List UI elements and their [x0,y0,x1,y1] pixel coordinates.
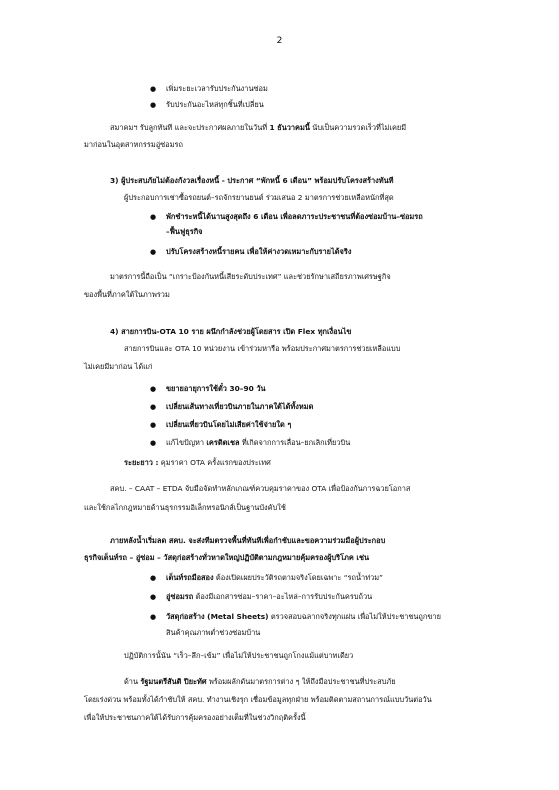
section5-heading-line2: ธุรกิจเต็นท์รถ – อู่ซ่อม – วัสดุก่อสร้างทั่วหาดใหญ่ปฏิบัติตามกฎหมายคุ้มครองผู้บริโภค เช่น [84,553,370,562]
intro-bullet-1: เพิ่มระยะเวลารับประกันงานซ่อม [166,84,268,93]
section3-lead: ผู้ประกอบการเช่าซื้อรถยนต์–รถจักรยานยนต์ ร่วมเสนอ 2 มาตรการช่วยเหลือหนักที่สุด [124,193,394,202]
bullet-icon [150,100,156,110]
section5-principle: ปฏิบัติการนั้นัน “เร็ว–ลึก–เข้ม” เพื่อไม่ให้ประชาชนถูกโกงแม้แต่บาทเดียว [124,651,354,660]
bullet-icon [150,573,156,583]
intro-bullet-2: รับประกันอะไหล่ทุกชิ้นที่เปลี่ยน [166,100,264,109]
section4-long-term: ระยะยาว : คุมราคา OTA ครั้งแรกของประเทศ [124,458,271,467]
section4-bullet3: เปลี่ยนเที่ยวบินโดยไม่เสียค่าใช้จ่ายใด ๆ [166,420,292,429]
bullet-icon [150,384,156,394]
bullet-icon [150,438,156,448]
section3-bullet1-line2: –ฟื้นฟูธุรกิจ [166,227,203,236]
section5-bullet2: อู่ซ่อมรถ ต้องมีเอกสารซ่อม–ราคา–อะไหล่–การรับประกันครบถ้วน [166,592,373,601]
section4-bullet2: เปลี่ยนเส้นทางเที่ยวบินภายในภาคใต้ได้ทั้งหมด [166,402,314,411]
section4-lead-line1: สายการบินและ OTA 10 หน่วยงาน เข้าร่วมหารือ พร้อมประกาศมาตรการช่วยเหลือแบบ [124,344,401,353]
closing-line3: เพื่อให้ประชาชนภาคใต้ได้รับการคุ้มครองอย่างเต็มที่ในช่วงวิกฤติครั้งนี้ [84,713,306,722]
intro-para-line1: สมาคมฯ รับลูกทันที และจะประกาศผลภายในวันที่ 1 ธันวาคมนี้ นับเป็นความรวดเร็วที่ไม่เคยมี [110,123,407,132]
section4-heading: 4) สายการบิน-OTA 10 ราย ผนึกกำลังช่วยผู้โดยสาร เปิด Flex ทุกเงื่อนไข [110,327,352,336]
section4-para-line1: สคบ. – CAAT – ETDA จับมือจัดทำหลักเกณฑ์ควบคุมราคาของ OTA เพื่อป้องกันการฉวยโอกาส [110,484,411,493]
section3-para-line1: มาตรการนี้ถือเป็น “เกราะป้องกันหนี้เสียระดับประเทศ” และช่วยรักษาเสถียรภาพเศรษฐกิจ [110,272,391,281]
page-number: 2 [276,36,283,46]
section4-bullet4: แก้ไขปัญหา เครดิตเชล ที่เกิดจากการเลื่อน–ยกเลิกเที่ยวบิน [166,438,351,447]
bullet-icon [150,247,156,257]
section4-para-line2: และใช้กลไกกฎหมายด้านธุรกรรมอิเล็กทรอนิกส์เป็นฐานบังคับใช้ [84,503,286,512]
section5-bullet3: วัสดุก่อสร้าง (Metal Sheets) ตรวจสอบฉลากจริงทุกแผ่น เพื่อไม่ให้ประชาชนถูกขาย [166,612,441,621]
section5-bullet3-line2: สินค้าคุณภาพต่ำช่วงซ่อมบ้าน [166,628,261,637]
section5-heading-line1: ภายหลังน้ำเริ่มลด สคบ. จะส่งทีมตรวจพื้นที่ทันทีเพื่อกำชับและขอความร่วมมือผู้ประกอบ [110,536,386,545]
intro-para-line2: มาก่อนในอุตสาหกรรมอู่ซ่อมรถ [84,140,183,149]
section4-lead-line2: ไม่เคยมีมาก่อน ได้แก่ [84,362,153,371]
section3-bullet2: ปรับโครงสร้างหนี้รายคน เพื่อให้ค่างวดเหมาะกับรายได้จริง [166,247,352,256]
section3-para-line2: ของพื้นที่ภาคใต้ในภาพรวม [84,290,170,299]
bullet-icon [150,420,156,430]
bullet-icon [150,84,156,94]
bullet-icon [150,612,156,622]
bullet-icon [150,592,156,602]
section4-bullet1: ขยายอายุการใช้ตั๋ว 30–90 วัน [166,384,266,393]
section5-bullet1: เต็นท์รถมือสอง ต้องเปิดเผยประวัติรถตามจริงโดยเฉพาะ “รถน้ำท่วม” [166,573,383,582]
bullet-icon [150,402,156,412]
closing-line1: ด้าน รัฐมนตรีสันติ ปิยะทัศ พร้อมผลักดันมาตรการต่าง ๆ ให้ถึงมือประชาชนที่ประสบภัย [124,677,396,686]
section3-bullet1-line1: พักชำระหนี้ได้นานสูงสุดถึง 6 เดือน เพื่อลดภาระประชาชนที่ต้องซ่อมบ้าน–ซ่อมรถ [166,212,423,221]
bullet-icon [150,212,156,222]
section3-heading: 3) ผู้ประสบภัยไม่ต้องกังวลเรื่องหนี้ - ประกาศ “พักหนี้ 6 เดือน” พร้อมปรับโครงสร้างทันที [110,176,394,185]
closing-line2: โดยเร่งด่วน พร้อมทั้งได้กำชับให้ สคบ. ทำงานเชิงรุก เชื่อมข้อมูลทุกฝ่าย พร้อมติดตามสถานการณ์แบบวันต่อวัน [84,695,432,704]
